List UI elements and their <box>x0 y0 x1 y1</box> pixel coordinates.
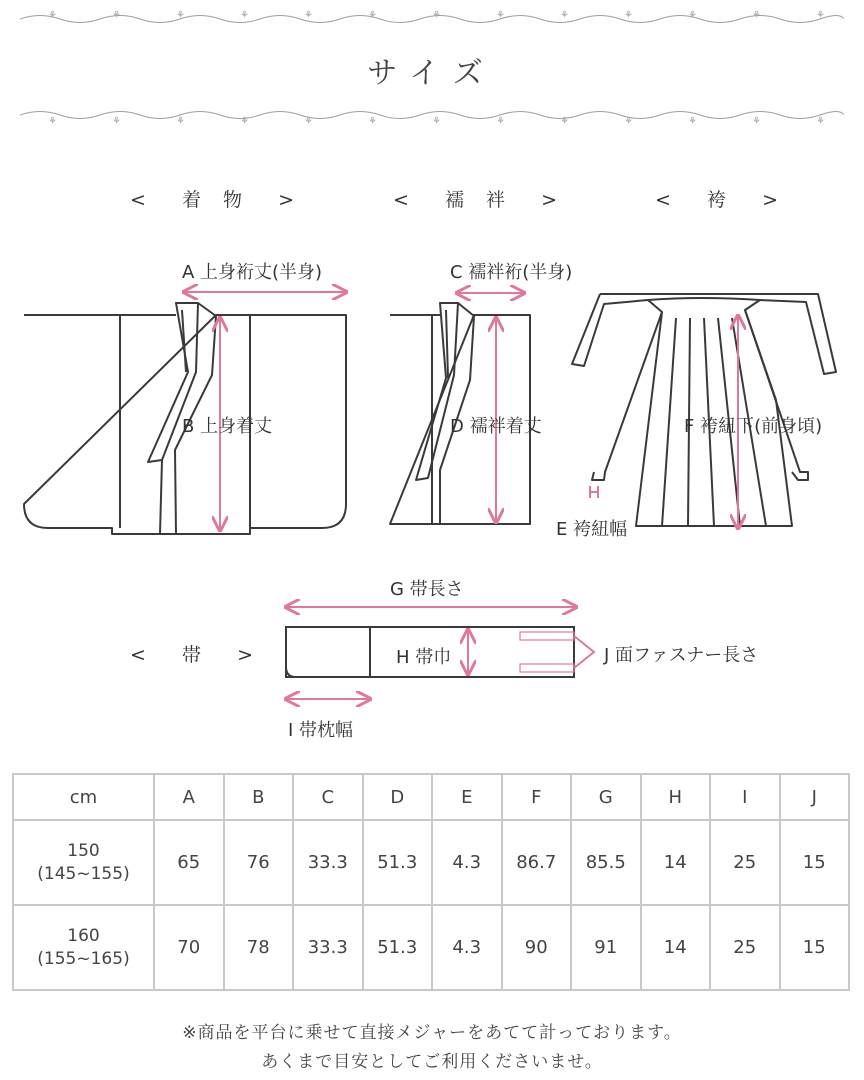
table-cell: 65 <box>154 820 224 905</box>
table-header-cell: C <box>293 774 363 820</box>
table-header-cell: F <box>502 774 572 820</box>
velcro-strip <box>520 632 574 672</box>
table-header-cell: G <box>571 774 641 820</box>
size-value: 160 <box>67 925 100 946</box>
table-cell: 51.3 <box>363 820 433 905</box>
note-line-2: あくまで目安としてご利用くださいませ。 <box>261 1052 603 1072</box>
svg-text:⚘: ⚘ <box>176 10 185 21</box>
table-header-cell: cm <box>13 774 154 820</box>
table-cell: 90 <box>502 905 572 990</box>
table-cell: 4.3 <box>432 905 502 990</box>
size-value: 150 <box>67 840 100 861</box>
table-cell: 85.5 <box>571 820 641 905</box>
table-cell: 25 <box>710 820 780 905</box>
table-header-cell: B <box>224 774 294 820</box>
size-cell <box>13 905 154 990</box>
dim-label-g: G 帯長さ <box>390 579 464 600</box>
section-label-kimono: < 着 物 > <box>130 189 303 211</box>
table-cell: 14 <box>641 905 711 990</box>
dim-label-i: I 帯枕幅 <box>288 720 354 741</box>
section-label-juban: < 襦 袢 > <box>393 189 566 211</box>
dim-label-c: C 襦袢裄(半身) <box>450 262 573 283</box>
table-cell: 91 <box>571 905 641 990</box>
table-row <box>13 905 849 990</box>
hakama-illustration <box>572 294 836 526</box>
dim-label-a: A 上身裄丈(半身) <box>182 262 323 283</box>
svg-text:⚘: ⚘ <box>432 116 441 126</box>
svg-text:⚘: ⚘ <box>368 116 377 126</box>
svg-text:⚘: ⚘ <box>496 10 505 21</box>
svg-text:⚘: ⚘ <box>304 116 313 126</box>
svg-text:⚘: ⚘ <box>48 10 57 21</box>
page-title: サイズ <box>367 56 497 91</box>
table-cell: 15 <box>780 905 850 990</box>
table-header-cell: I <box>710 774 780 820</box>
table-header-row <box>13 774 849 820</box>
svg-text:⚘: ⚘ <box>560 116 569 126</box>
dim-label-f: F 袴紐下(前身頃) <box>684 416 823 437</box>
size-cell <box>13 820 154 905</box>
table-cell: 78 <box>224 905 294 990</box>
table-row <box>13 820 849 905</box>
table-cell: 15 <box>780 820 850 905</box>
table-cell: 14 <box>641 820 711 905</box>
svg-text:⚘: ⚘ <box>176 116 185 126</box>
table-header-cell: J <box>780 774 850 820</box>
dim-label-h: H 帯巾 <box>396 647 452 668</box>
size-range: (145~155) <box>37 863 130 884</box>
svg-text:⚘: ⚘ <box>112 10 121 21</box>
svg-text:⚘: ⚘ <box>816 116 825 126</box>
dim-label-b: B 上身着丈 <box>182 416 273 437</box>
svg-text:⚘: ⚘ <box>432 10 441 21</box>
svg-text:⚘: ⚘ <box>624 10 633 21</box>
size-range: (155~165) <box>37 948 130 969</box>
svg-text:⚘: ⚘ <box>688 116 697 126</box>
table-header-cell: E <box>432 774 502 820</box>
dim-label-d: D 襦袢着丈 <box>450 416 542 437</box>
svg-text:⚘: ⚘ <box>368 10 377 21</box>
svg-text:⚘: ⚘ <box>304 10 313 21</box>
svg-text:⚘: ⚘ <box>496 116 505 126</box>
table-header-cell: A <box>154 774 224 820</box>
note-line-1: ※商品を平台に乗せて直接メジャーをあてて計っております。 <box>182 1023 682 1043</box>
section-label-hakama: < 袴 > <box>655 189 786 211</box>
table-header-cell: H <box>641 774 711 820</box>
dim-label-e: E 袴紐幅 <box>556 519 628 540</box>
table-cell: 4.3 <box>432 820 502 905</box>
table-cell: 25 <box>710 905 780 990</box>
table-cell: 70 <box>154 905 224 990</box>
section-label-obi: < 帯 > <box>130 644 261 666</box>
svg-text:⚘: ⚘ <box>688 10 697 21</box>
svg-text:⚘: ⚘ <box>752 10 761 21</box>
table-cell: 51.3 <box>363 905 433 990</box>
svg-text:⚘: ⚘ <box>240 116 249 126</box>
svg-text:⚘: ⚘ <box>752 116 761 126</box>
dim-label-j: J 面ファスナー長さ <box>604 645 759 666</box>
svg-text:⚘: ⚘ <box>624 116 633 126</box>
arrow-j <box>574 636 594 668</box>
svg-text:⚘: ⚘ <box>240 10 249 21</box>
table-cell: 33.3 <box>293 905 363 990</box>
table-cell: 76 <box>224 820 294 905</box>
svg-text:⚘: ⚘ <box>560 10 569 21</box>
svg-text:⚘: ⚘ <box>816 10 825 21</box>
size-table <box>12 773 850 991</box>
table-cell: 86.7 <box>502 820 572 905</box>
svg-text:⚘: ⚘ <box>112 116 121 126</box>
svg-text:⚘: ⚘ <box>48 116 57 126</box>
table-header-cell: D <box>363 774 433 820</box>
table-cell: 33.3 <box>293 820 363 905</box>
